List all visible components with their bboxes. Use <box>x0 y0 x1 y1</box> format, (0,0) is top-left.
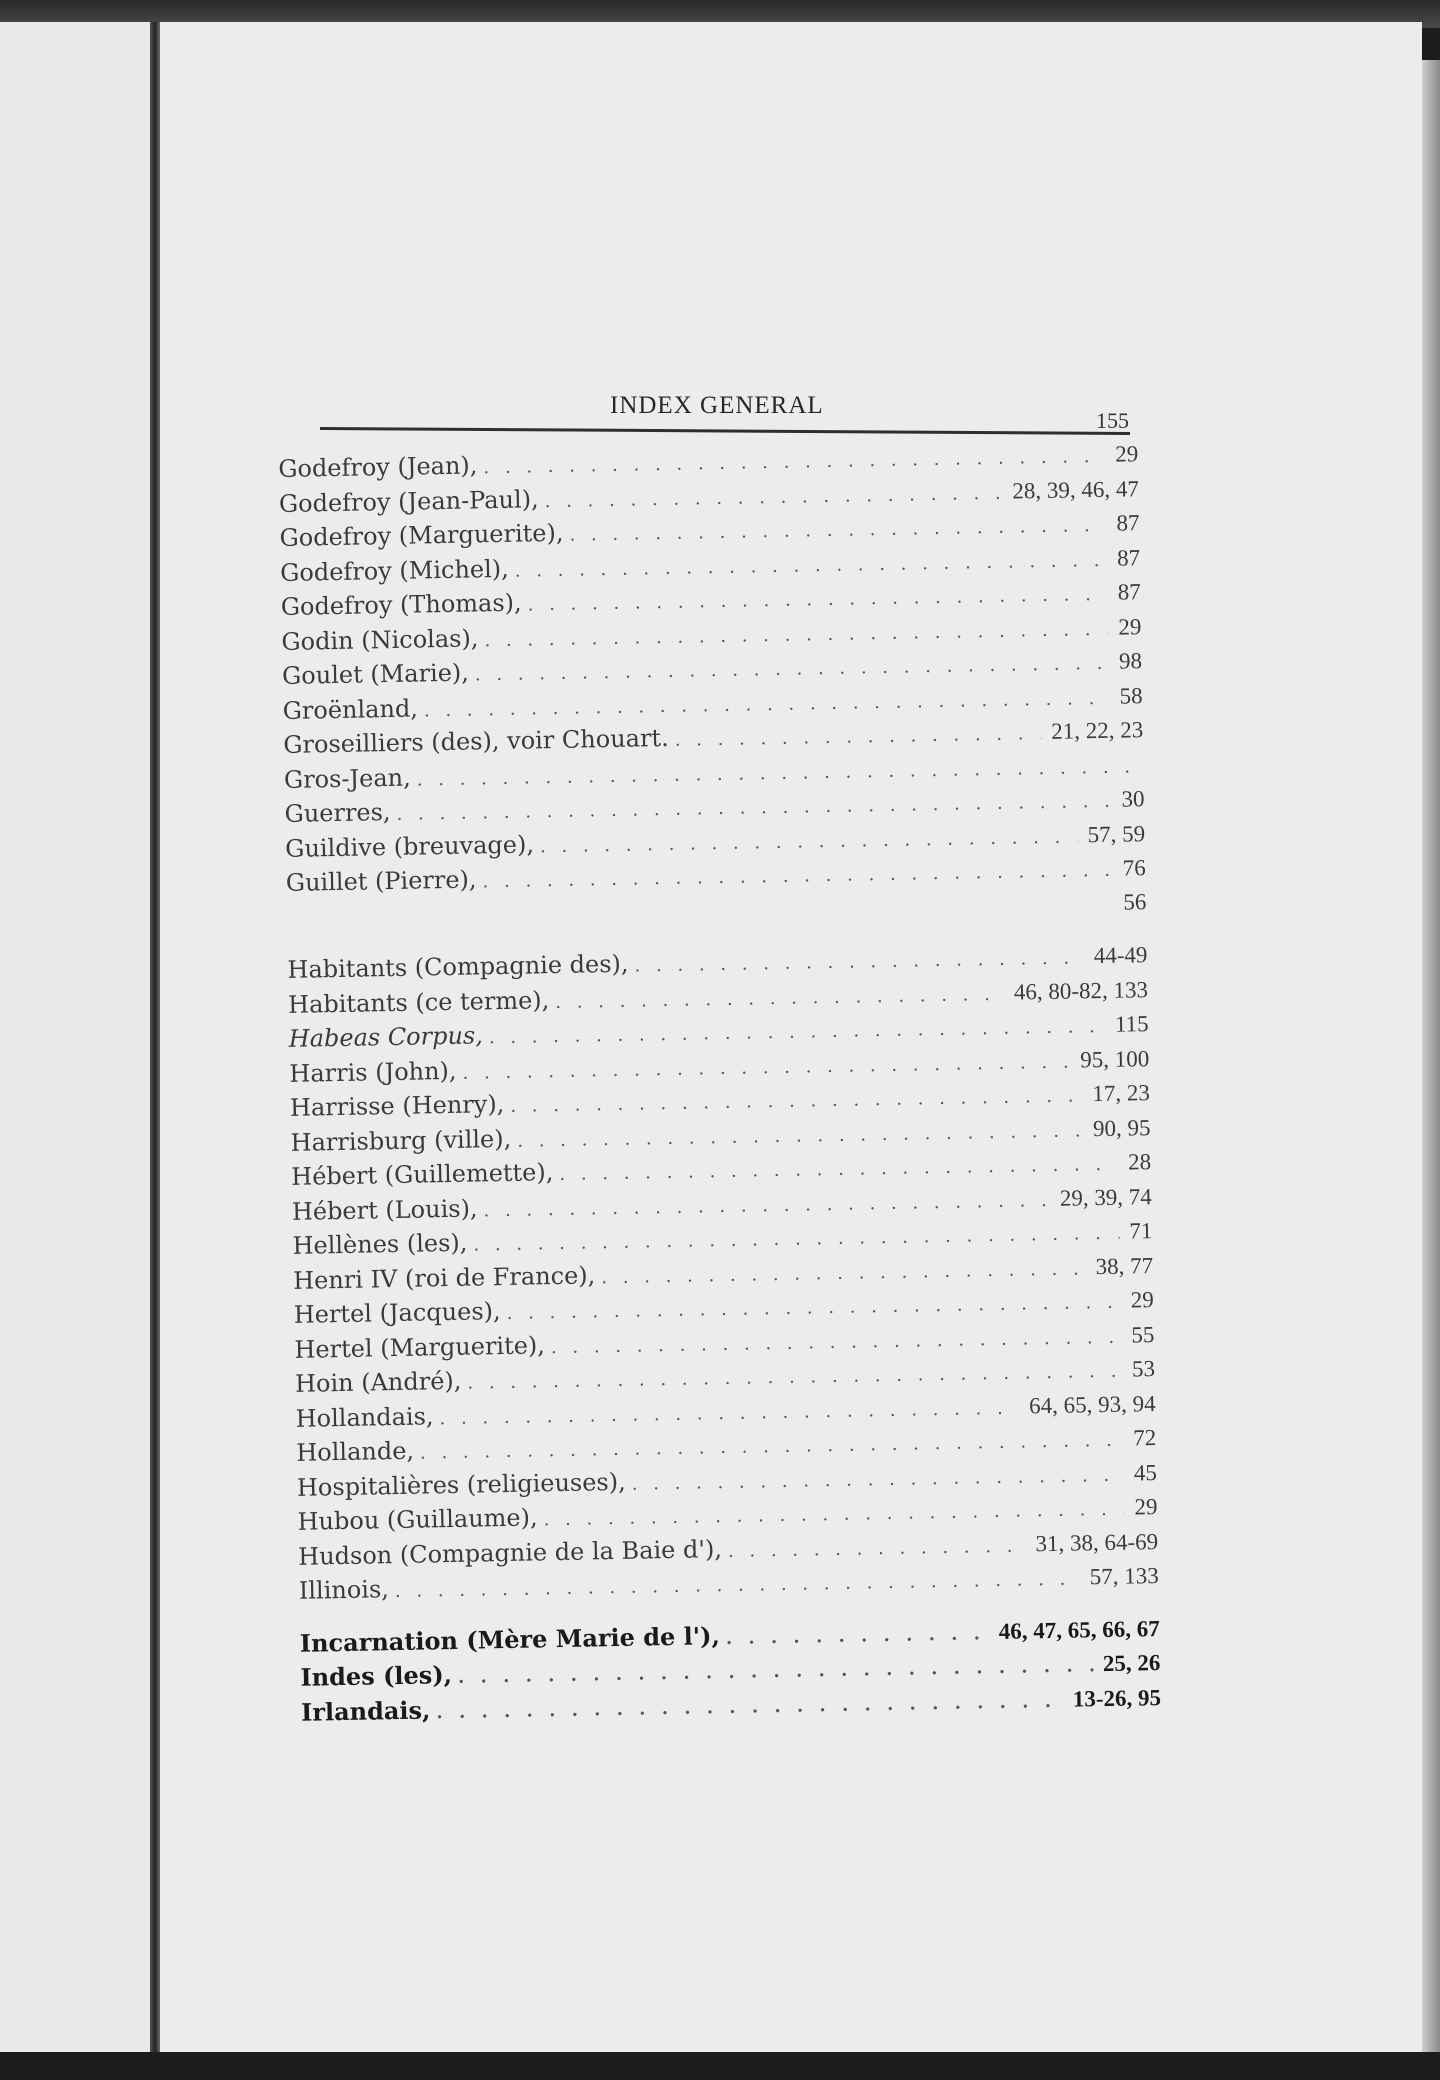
entry-pages: 45 <box>1133 1459 1158 1485</box>
entry-pages: 29 <box>1130 1287 1154 1313</box>
entry-pages: 57, 59 <box>1087 820 1146 847</box>
entry-pages: 53 <box>1131 1356 1156 1382</box>
entry-name: Hospitalières (religieuses), <box>296 1467 626 1502</box>
entry-name: Hubou (Guillaume), <box>297 1503 538 1536</box>
entry-pages: 25, 26 <box>1102 1650 1161 1677</box>
entry-name: Henri IV (roi de France), <box>292 1260 596 1295</box>
entry-pages: 57, 133 <box>1089 1563 1159 1590</box>
entry-name: Guerres, <box>284 798 391 828</box>
entry-name: Hertel (Marguerite), <box>294 1330 546 1364</box>
entry-pages: 38, 77 <box>1095 1252 1154 1279</box>
entry-name: Goulet (Marie), <box>281 658 470 690</box>
index-entries <box>278 436 1161 1730</box>
entry-name: Godefroy (Jean), <box>278 451 478 483</box>
entry-pages: 87 <box>1116 544 1141 571</box>
entry-pages: 13-26, 95 <box>1072 1684 1162 1712</box>
entry-pages: 44-49 <box>1093 942 1148 969</box>
entry-pages: 29 <box>1134 1494 1158 1520</box>
entry-name: Groseilliers (des), voir Chouart. <box>283 723 669 759</box>
entry-name: Hellènes (les), <box>292 1228 468 1260</box>
entry-name: Habeas Corpus, <box>288 1021 484 1053</box>
running-head: INDEX GENERAL <box>610 392 824 419</box>
entry-pages: 28 <box>1127 1149 1152 1175</box>
entry-pages: 46, 80-82, 133 <box>1013 976 1149 1005</box>
entry-name: Gros-Jean, <box>283 763 411 794</box>
entry-pages: 55 <box>1131 1321 1155 1348</box>
entry-name: Groënland, <box>282 693 419 725</box>
entry-name: Hébert (Louis), <box>291 1193 478 1226</box>
page-edge-shadow <box>1422 60 1440 2052</box>
entry-pages: 56 <box>1123 888 1147 915</box>
entry-name: Godefroy (Thomas), <box>280 588 522 621</box>
entry-name: Guillet (Pierre), <box>285 865 477 897</box>
entry-pages: 90, 95 <box>1092 1114 1151 1141</box>
entry-pages: 76 <box>1122 855 1146 881</box>
entry-name: Hollandais, <box>295 1401 434 1433</box>
entry-pages: 21, 22, 23 <box>1051 717 1144 744</box>
entry-name: Harris (John), <box>289 1056 457 1088</box>
entry-name: Hollande, <box>296 1436 415 1467</box>
entry-pages: 31, 38, 64-69 <box>1035 1528 1159 1556</box>
book-gutter <box>150 22 160 2052</box>
entry-name: Habitants (Compagnie des), <box>287 949 629 984</box>
entry-pages: 29 <box>1118 613 1142 640</box>
entry-pages: 46, 47, 65, 66, 67 <box>998 1615 1160 1644</box>
entry-pages: 72 <box>1132 1425 1157 1451</box>
entry-name: Illinois, <box>298 1575 390 1605</box>
entry-pages: 98 <box>1118 648 1143 674</box>
entry-pages: 71 <box>1129 1218 1153 1244</box>
entry-name: Hébert (Guillemette), <box>291 1158 554 1191</box>
entry-pages: 87 <box>1117 579 1141 605</box>
entry-name: Guildive (breuvage), <box>285 829 535 863</box>
dot-leader <box>728 1529 1026 1569</box>
entry-name: Habitants (ce terme), <box>287 985 550 1019</box>
entry-name: Godefroy (Michel), <box>279 554 509 587</box>
entry-name: Godefroy (Jean-Paul), <box>278 484 539 518</box>
entry-name: Hoin (André), <box>294 1366 462 1398</box>
facing-page-edge <box>0 22 150 2052</box>
entry-pages: 115 <box>1114 1011 1149 1037</box>
entry-name: Indes (les), <box>300 1660 453 1692</box>
entry-pages: 87 <box>1116 510 1140 536</box>
entry-name: Irlandais, <box>300 1694 431 1727</box>
entry-name: Harrisburg (ville), <box>290 1124 512 1157</box>
dot-leader <box>726 1617 990 1656</box>
page-number: 155 <box>1096 408 1129 433</box>
entry-name: Incarnation (Mère Marie de l'), <box>299 1620 721 1658</box>
entry-name: Harrisse (Henry), <box>289 1089 505 1122</box>
entry-name: Hudson (Compagnie de la Baie d'), <box>297 1534 723 1571</box>
entry-pages: 28, 39, 46, 47 <box>1012 475 1140 504</box>
entry-name: Godin (Nicolas), <box>281 623 479 656</box>
entry-pages: 64, 65, 93, 94 <box>1028 1390 1156 1418</box>
entry-name: Hertel (Jacques), <box>293 1297 501 1329</box>
entry-pages: 58 <box>1119 682 1143 709</box>
entry-pages: 17, 23 <box>1092 1080 1151 1107</box>
entry-pages: 29 <box>1114 441 1139 467</box>
entry-pages: 29, 39, 74 <box>1059 1183 1153 1211</box>
entry-name: Godefroy (Marguerite), <box>279 518 564 552</box>
entry-pages: 95, 100 <box>1080 1045 1150 1072</box>
entry-pages: 30 <box>1121 786 1145 812</box>
